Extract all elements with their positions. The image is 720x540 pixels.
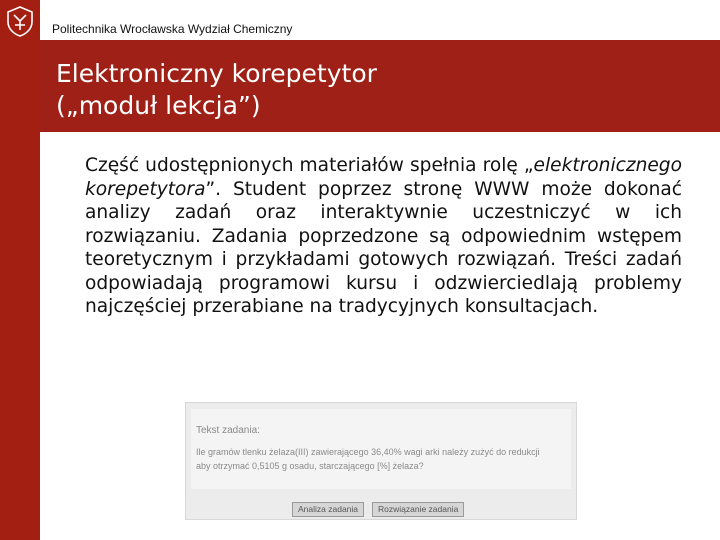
body-text-end: ”. Student poprzez stronę WWW może dokonać analizy zadań oraz interaktywnie uczestniczyć w ich rozwiązaniu. Zadania poprzedzone są odpowiednim wstępem teoretycznym i przykładami gotowych rozwiązań. Treści zadań odpowiadają programowi kursu i odzwierciedlają problemy najczęściej przerabiane na tradycyjnych konsultacjach. (85, 178, 682, 317)
body-text-start: Część udostępnionych materiałów spełnia rolę „ (85, 155, 534, 176)
screenshot-task-label: Tekst zadania: (196, 425, 260, 436)
screenshot-task-line-2: aby otrzymać 0,5105 g osadu, starczającego [%] żelaza? (196, 461, 424, 471)
screenshot-task-line-1: Ile gramów tlenku żelaza(III) zawierającego 36,40% wagi arki należy zużyć do redukcji (196, 447, 540, 457)
university-logo-icon (5, 5, 35, 37)
sidebar-stripe (0, 0, 40, 540)
body-text-italic: elektronicznego korepetytora (85, 155, 682, 200)
analyze-task-button[interactable]: Analiza zadania (292, 502, 364, 517)
embedded-screenshot (185, 402, 577, 520)
solve-task-button[interactable]: Rozwiązanie zadania (372, 502, 464, 517)
slide-title: Elektroniczny korepetytor („moduł lekcja”) (56, 59, 377, 120)
institution-header: Politechnika Wrocławska Wydział Chemiczny (52, 22, 293, 36)
slide-body (85, 154, 682, 319)
